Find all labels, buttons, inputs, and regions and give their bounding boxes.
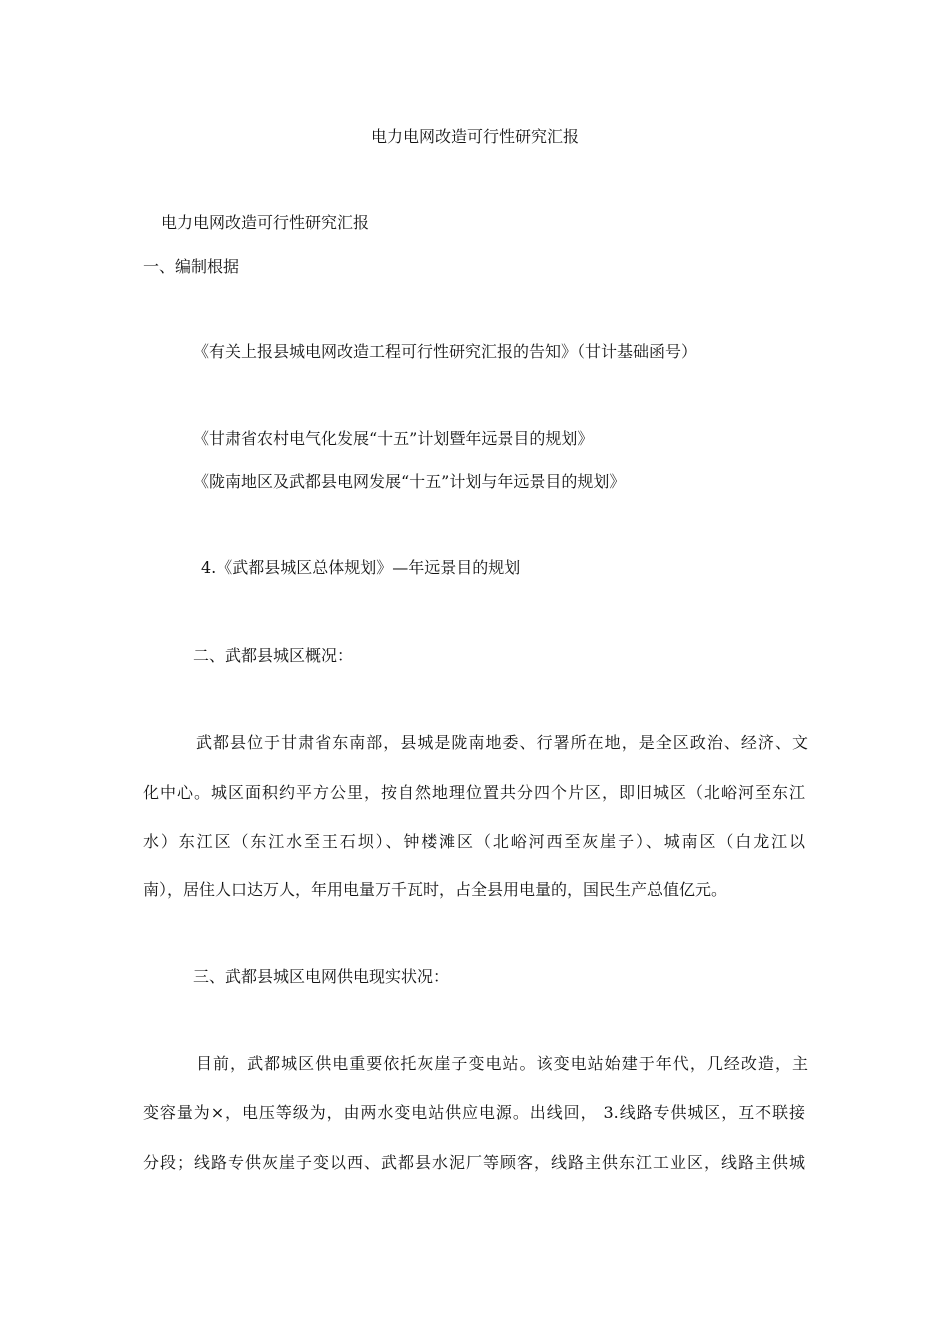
paragraph-line: 目前，武都城区供电重要依托灰崖子变电站。该变电站始建于年代，几经改造，主 bbox=[196, 1054, 808, 1073]
reference-item: 《甘肃省农村电气化发展“十五”计划暨年远景目的规划》 bbox=[193, 429, 594, 448]
section3-heading: 三、武都县城区电网供电现实状况： bbox=[193, 967, 450, 986]
paragraph-line: 南），居住人口达万人，年用电量万千瓦时，占全县用电量的，国民生产总值亿元。 bbox=[143, 880, 728, 899]
document-subtitle: 电力电网改造可行性研究汇报 bbox=[161, 213, 370, 232]
section2-heading: 二、武都县城区概况： bbox=[193, 646, 354, 665]
paragraph-line: 水）东江区（东江水至王石坝）、钟楼滩区（北峪河西至灰崖子）、城南区（白龙江以 bbox=[143, 832, 805, 851]
section1-heading: 一、编制根据 bbox=[143, 257, 240, 276]
paragraph-line: 武都县位于甘肃省东南部，县城是陇南地委、行署所在地，是全区政治、经济、文 bbox=[196, 733, 808, 752]
paragraph-line: 化中心。城区面积约平方公里，按自然地理位置共分四个片区，即旧城区（北峪河至东江 bbox=[143, 783, 805, 802]
reference-item: 《陇南地区及武都县电网发展“十五”计划与年远景目的规划》 bbox=[193, 472, 626, 491]
document-title: 电力电网改造可行性研究汇报 bbox=[370, 127, 579, 146]
paragraph-line: 变容量为×，电压等级为，由两水变电站供应电源。出线回， 3.线路专供城区，互不联接 bbox=[143, 1103, 805, 1122]
reference-item: 《有关上报县城电网改造工程可行性研究汇报的告知》（甘计基础函号） bbox=[193, 342, 698, 361]
reference-item: 4.《武都县城区总体规划》—年远景目的规划 bbox=[201, 558, 521, 577]
paragraph-line: 分段；线路专供灰崖子变以西、武都县水泥厂等顾客，线路主供东江工业区，线路主供城 bbox=[143, 1153, 805, 1172]
